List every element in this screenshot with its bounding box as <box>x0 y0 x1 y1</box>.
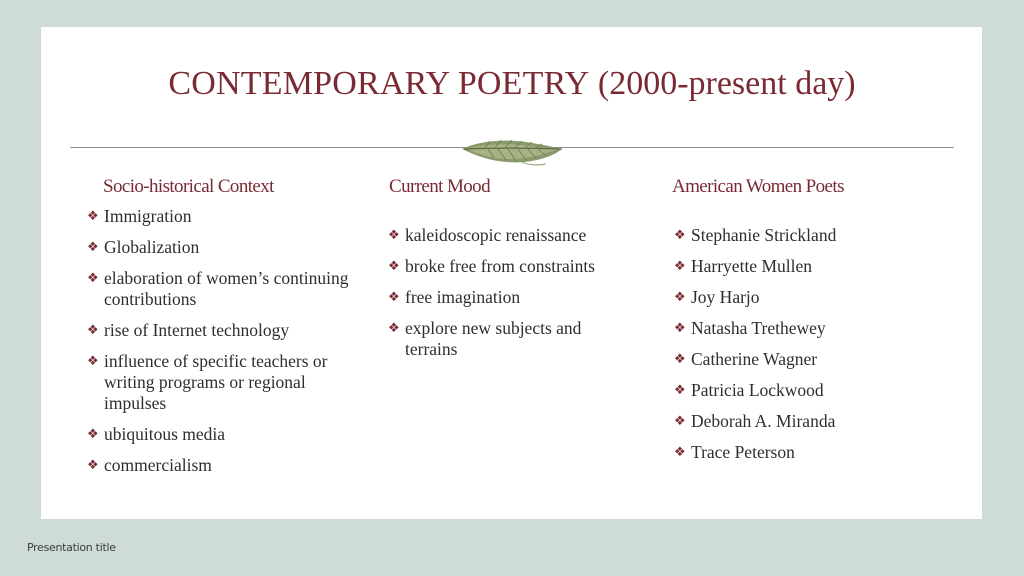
title-subtitle: (2000-present day) <box>597 65 856 102</box>
diamond-bullet-icon: ❖ <box>87 458 99 473</box>
list-item: ❖ broke free from constraints <box>388 256 595 276</box>
diamond-bullet-icon: ❖ <box>674 290 686 305</box>
presentation-title-footer: Presentation title <box>27 541 116 554</box>
list-socio-historical <box>87 206 362 486</box>
list-item: ❖ explore new subjects and terrains <box>388 318 582 359</box>
diamond-bullet-icon: ❖ <box>674 352 686 367</box>
list-item: ❖ elaboration of women’s continuing contributions <box>87 268 349 309</box>
list-item: ❖ Immigration <box>87 206 192 226</box>
diamond-bullet-icon: ❖ <box>388 321 400 336</box>
diamond-bullet-icon: ❖ <box>87 323 99 338</box>
diamond-bullet-icon: ❖ <box>87 271 99 286</box>
diamond-bullet-icon: ❖ <box>388 259 400 274</box>
list-item: ❖ Deborah A. Miranda <box>674 411 836 431</box>
diamond-bullet-icon: ❖ <box>674 259 686 274</box>
list-item: ❖ kaleidoscopic renaissance <box>388 225 587 245</box>
column-heading-current-mood: Current Mood <box>389 176 490 197</box>
list-item: ❖ Harryette Mullen <box>674 256 812 276</box>
list-item: ❖ Natasha Trethewey <box>674 318 826 338</box>
list-item: ❖ commercialism <box>87 455 212 475</box>
column-heading-american-women-poets: American Women Poets <box>672 176 844 197</box>
list-item: ❖ Patricia Lockwood <box>674 380 824 400</box>
diamond-bullet-icon: ❖ <box>87 240 99 255</box>
diamond-bullet-icon: ❖ <box>674 414 686 429</box>
list-current-mood <box>388 225 628 370</box>
diamond-bullet-icon: ❖ <box>87 354 99 369</box>
diamond-bullet-icon: ❖ <box>87 427 99 442</box>
list-item: ❖ influence of specific teachers or writing programs or regional impulses <box>87 351 328 413</box>
column-heading-socio-historical: Socio-historical Context <box>103 176 274 197</box>
diamond-bullet-icon: ❖ <box>388 228 400 243</box>
list-item: ❖ ubiquitous media <box>87 424 226 444</box>
list-item: ❖ free imagination <box>388 287 521 307</box>
diamond-bullet-icon: ❖ <box>674 228 686 243</box>
list-american-women-poets <box>674 225 934 473</box>
list-item: ❖ Catherine Wagner <box>674 349 818 369</box>
diamond-bullet-icon: ❖ <box>674 321 686 336</box>
list-item: ❖ Trace Peterson <box>674 442 795 462</box>
feather-icon <box>460 136 564 168</box>
list-item: ❖ Stephanie Strickland <box>674 225 837 245</box>
list-item: ❖ Joy Harjo <box>674 287 760 307</box>
diamond-bullet-icon: ❖ <box>87 209 99 224</box>
list-item: ❖ rise of Internet technology <box>87 320 290 340</box>
diamond-bullet-icon: ❖ <box>388 290 400 305</box>
diamond-bullet-icon: ❖ <box>674 383 686 398</box>
slide-title <box>0 64 1024 104</box>
title-main: CONTEMPORARY POETRY <box>168 65 590 102</box>
list-item: ❖ Globalization <box>87 237 200 257</box>
diamond-bullet-icon: ❖ <box>674 445 686 460</box>
